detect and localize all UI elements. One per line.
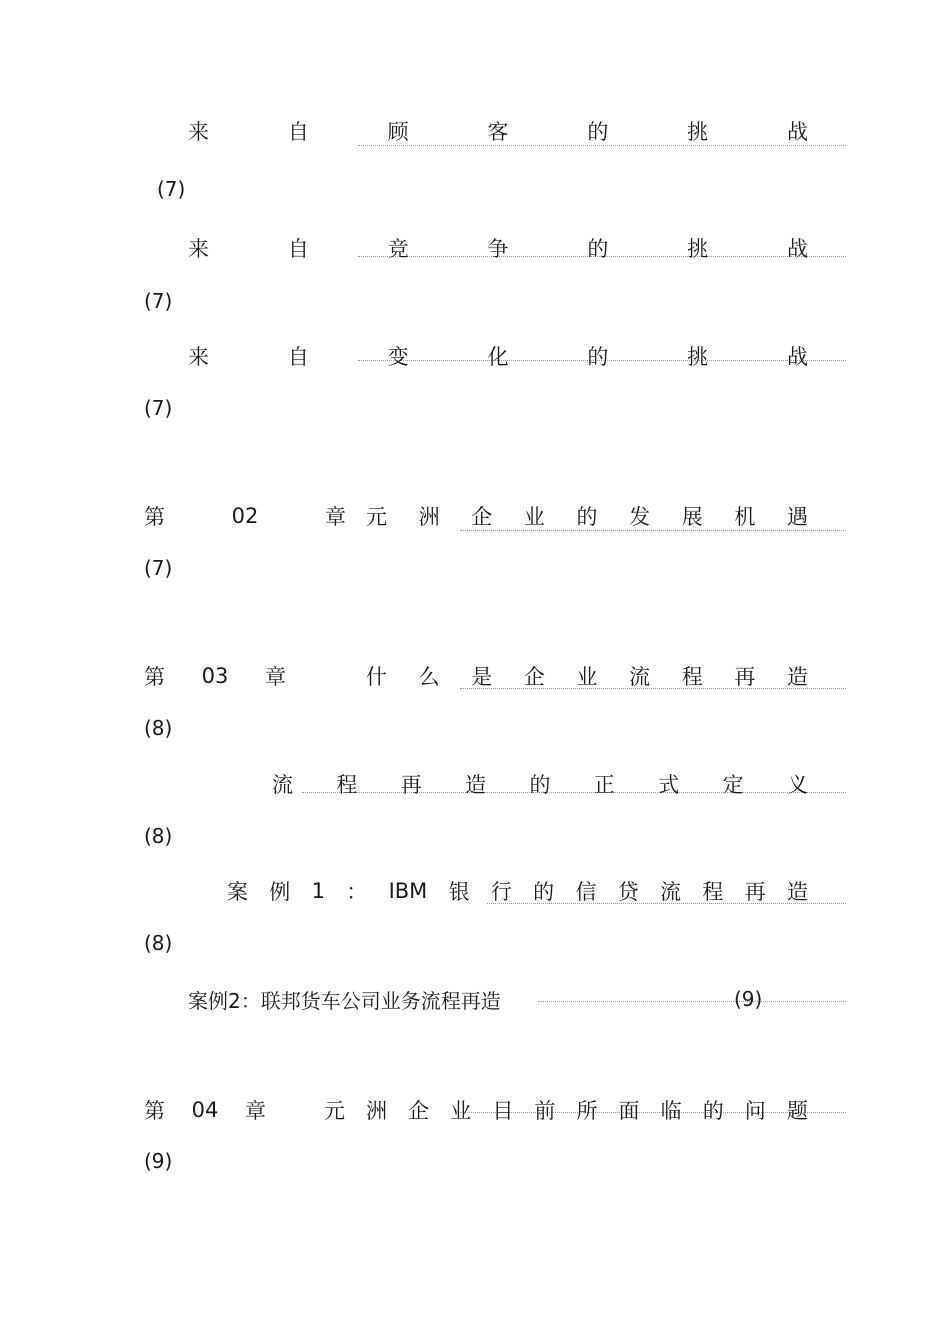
toc-char: 元 (366, 505, 387, 529)
toc-char: 造 (786, 880, 808, 904)
toc-char: 正 (593, 773, 615, 797)
toc-char: 发 (629, 505, 651, 529)
toc-char: 企 (471, 505, 493, 529)
toc-char: 自 (287, 120, 309, 144)
toc-char: 自 (287, 345, 309, 369)
toc-char: 贷 (617, 880, 639, 904)
toc-entry-case-2[interactable] (188, 984, 846, 1014)
toc-char: 信 (575, 880, 597, 904)
toc-char: 自 (287, 237, 309, 261)
toc-page-number: (9) (734, 987, 763, 1011)
toc-char: 展 (681, 505, 703, 529)
toc-char: 是 (471, 665, 493, 689)
toc-page-number: (7) (157, 177, 186, 201)
toc-char: 战 (786, 120, 808, 144)
toc-page-number: (7) (144, 556, 173, 580)
toc-chapter-03[interactable] (144, 661, 846, 691)
toc-page-number: (7) (144, 396, 173, 420)
toc-char: 挑 (687, 120, 709, 144)
toc-char: 的 (702, 1099, 724, 1123)
toc-char: 目 (492, 1099, 514, 1123)
toc-page-number: (9) (144, 1149, 173, 1173)
toc-char: 业 (450, 1099, 472, 1123)
toc-char: 流 (660, 880, 682, 904)
toc-char: 竞 (387, 237, 409, 261)
chapter-suffix: 章 (244, 1099, 266, 1123)
toc-page-number: (7) (144, 289, 173, 313)
toc-char: 流 (272, 773, 293, 797)
toc-char: 流 (629, 665, 651, 689)
toc-char: 洲 (418, 505, 440, 529)
toc-char: 程 (336, 773, 358, 797)
toc-char: 程 (681, 665, 703, 689)
toc-char: 的 (587, 237, 609, 261)
chapter-number: 02 (231, 504, 259, 528)
toc-char: 机 (734, 505, 756, 529)
toc-char: 的 (529, 773, 551, 797)
toc-entry-change-challenge[interactable] (188, 341, 846, 371)
toc-entry-formal-definition[interactable] (272, 769, 846, 799)
toc-page-number: (8) (144, 931, 173, 955)
toc-char: 式 (658, 773, 680, 797)
toc-char: 造 (465, 773, 487, 797)
toc-char: 的 (533, 880, 555, 904)
toc-char: 定 (722, 773, 744, 797)
toc-chapter-04[interactable] (144, 1095, 846, 1125)
toc-char: 例 (269, 880, 291, 904)
toc-char: 再 (734, 665, 756, 689)
toc-char: 么 (418, 665, 440, 689)
toc-char: 案 (227, 880, 248, 904)
toc-char: 行 (490, 880, 512, 904)
chapter-prefix: 第 (144, 505, 165, 529)
toc-char: 企 (523, 665, 545, 689)
toc-char: 来 (188, 237, 209, 261)
chapter-number: 03 (201, 664, 229, 688)
toc-char: 洲 (366, 1099, 388, 1123)
toc-char: 程 (702, 880, 724, 904)
toc-char: 的 (576, 505, 598, 529)
toc-char: 银 (448, 880, 470, 904)
toc-entry-customer-challenge[interactable] (188, 116, 846, 146)
toc-char: 面 (618, 1099, 640, 1123)
toc-char: 造 (787, 665, 808, 689)
toc-char: 来 (188, 345, 209, 369)
toc-char: IBM (388, 879, 428, 903)
toc-char: 再 (400, 773, 422, 797)
toc-char: 前 (534, 1099, 556, 1123)
toc-char: 遇 (787, 505, 808, 529)
toc-char: 业 (523, 505, 545, 529)
toc-char: 挑 (687, 345, 709, 369)
toc-entry-competition-challenge[interactable] (188, 233, 846, 263)
chapter-number: 04 (191, 1098, 219, 1122)
toc-char: 1 (311, 879, 325, 903)
toc-char: 顾 (387, 120, 409, 144)
toc-char: 义 (787, 773, 808, 797)
toc-char: 挑 (687, 237, 709, 261)
toc-char: 争 (487, 237, 509, 261)
toc-char: 来 (188, 120, 209, 144)
toc-char: 化 (487, 345, 509, 369)
toc-char: 业 (576, 665, 598, 689)
toc-char: 再 (744, 880, 766, 904)
toc-page-number: (8) (144, 716, 173, 740)
toc-entry-text: 案例2：联邦货车公司业务流程再造 (188, 988, 501, 1013)
chapter-prefix: 第 (144, 1099, 165, 1123)
toc-char: 什 (366, 665, 387, 689)
toc-char: 战 (786, 345, 808, 369)
chapter-suffix: 章 (324, 505, 346, 529)
chapter-prefix: 第 (144, 665, 165, 689)
toc-char: 问 (744, 1099, 766, 1123)
toc-char: 变 (387, 345, 409, 369)
toc-char: 题 (786, 1099, 808, 1123)
toc-page-number: (8) (144, 824, 173, 848)
chapter-suffix: 章 (264, 665, 286, 689)
toc-char: ： (346, 880, 368, 904)
toc-entry-case-1[interactable] (227, 876, 846, 906)
toc-char: 的 (587, 345, 609, 369)
toc-char: 战 (786, 237, 808, 261)
toc-char: 客 (487, 120, 509, 144)
toc-char: 的 (587, 120, 609, 144)
toc-char: 企 (408, 1099, 430, 1123)
toc-char: 所 (576, 1099, 598, 1123)
toc-char: 元 (324, 1099, 345, 1123)
toc-chapter-02[interactable] (144, 501, 846, 531)
toc-char: 临 (660, 1099, 682, 1123)
